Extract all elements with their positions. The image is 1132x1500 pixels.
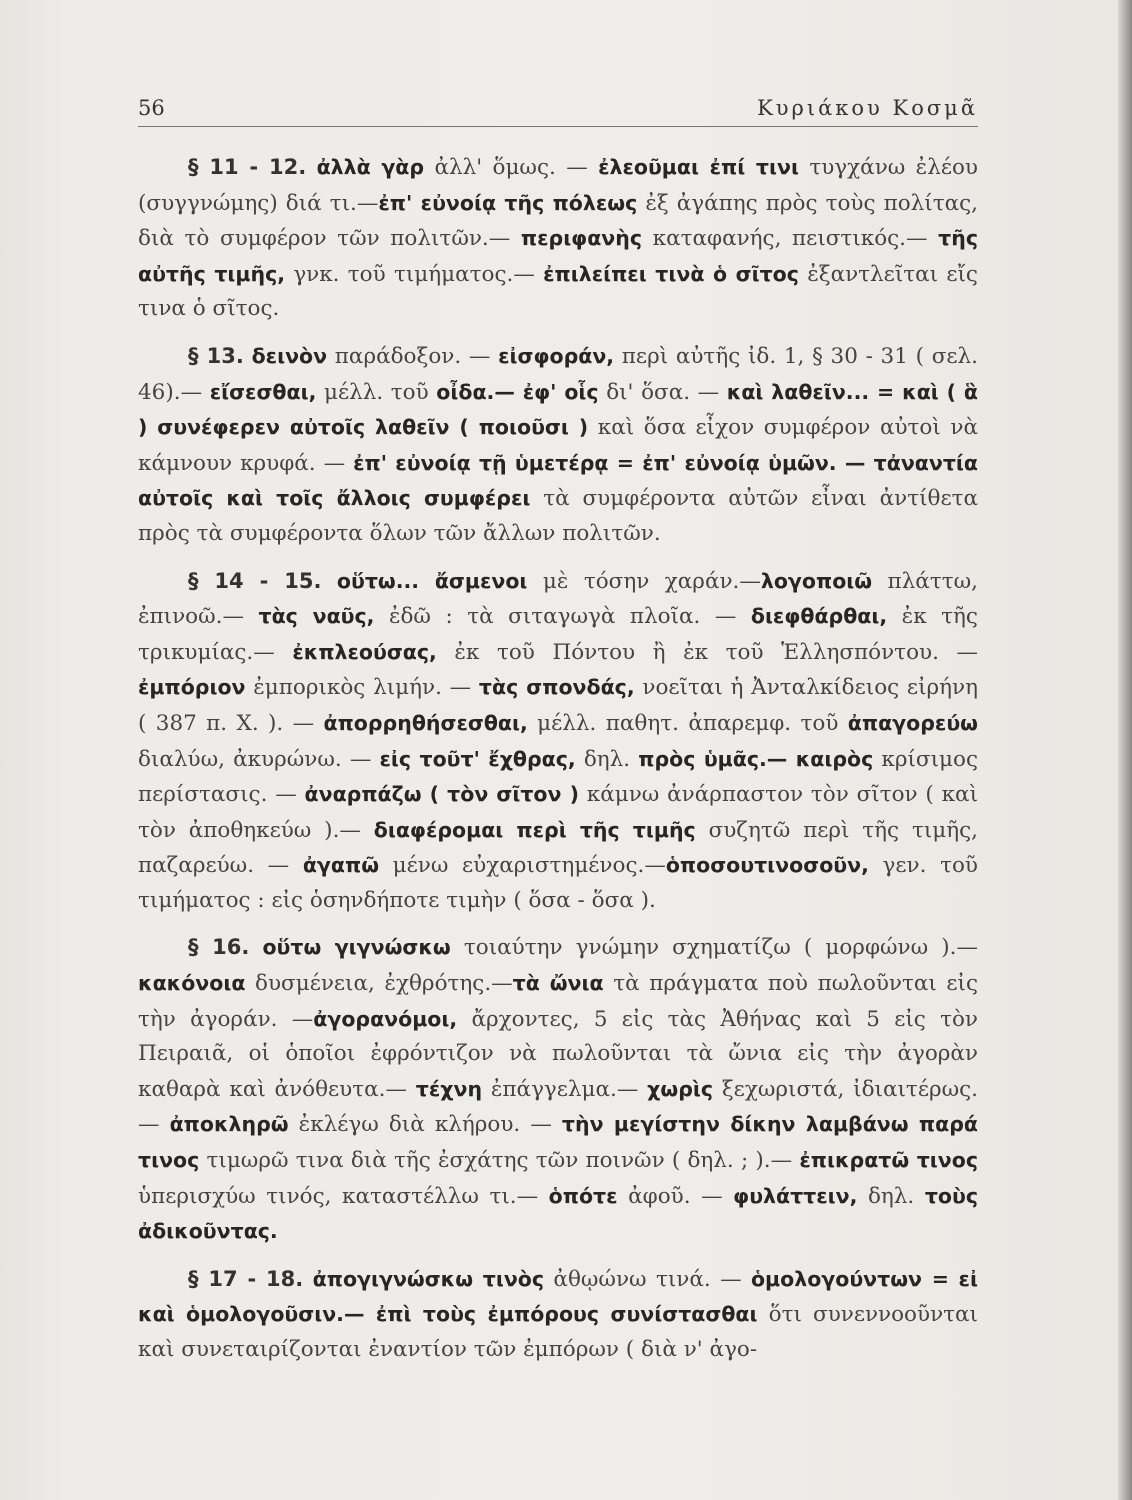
page-header [138,92,978,127]
lemma-term: εἰσφοράν, [498,343,615,368]
lemma-term: τὴν μεγίστην δίκην λαμβάνω παρά τινος [138,1112,978,1173]
lemma-term: τέχνη [415,1076,483,1101]
gloss-text: δηλ. [583,746,639,772]
lemma-term: διεφθάρθαι, [750,604,888,629]
gloss-text: ἄρχοντες, 5 εἰς τὰς Ἀθήνας καὶ 5 εἰς τὸν Πειραιᾶ, οἱ ὁποῖοι ἐφρόντιζον νὰ πωλοῦνται τὰ ὤνια εἰς τὴν ἀγορὰν καθαρὰ καὶ ἀνόθευτα.— [138,1006,979,1102]
lemma-term: ἐλεοῦμαι ἐπί τινι [598,155,799,179]
gloss-text: κάμνω ἀνάρπαστον τὸν σῖτον ( καὶ τὸν ἀποθηκεύω ).— [138,782,978,843]
lemma-term: ἐπιλείπει τινὰ ὁ σῖτος [543,261,799,286]
lemma-term: τὰς ναῦς, [258,604,375,629]
gloss-text: ἐκ τοῦ Πόντου ἢ ἐκ τοῦ Ἑλλησπόντου. — [454,639,978,665]
gloss-text: παράδοξον. — [334,343,499,369]
lemma-term: πρὸς ὑμᾶς.— καιρὸς [638,746,874,771]
lemma-term: ἐπικρατῶ τινος [799,1148,978,1173]
gloss-text: ἐκ τῆς τρικυμίας.— [138,604,978,665]
section-marker: § 17 - 18. [188,1266,304,1291]
running-head: Κυριάκου Κοσμᾶ [757,96,978,120]
lemma-term: ἐκπλεούσας, [292,639,437,664]
lemma-term: τὰς σπονδάς, [478,675,635,700]
lemma-term: ἀπαγορεύω [847,710,978,735]
lemma-term: τῆς αὐτῆς τιμῆς, [138,226,978,286]
gloss-text: ἐξαντλεῖται εἴς τινα ὁ σῖτος. [138,261,978,322]
lemma-term: ἀγορανόμοι, [313,1006,458,1031]
gloss-text: δυσμένεια, ἐχθρότης.— [255,971,513,997]
lemma-term: οἶδα.— ἐφ' οἷς [436,379,599,404]
lemma-term: διαφέρομαι περὶ τῆς τιμῆς [373,817,696,842]
gloss-text: ἐδῶ : τὰ σιταγωγὰ πλοῖα. — [388,604,751,630]
gloss-text: πλάττω, ἐπινοῶ.— [138,568,978,630]
lemma-term: ἐμπόριον [138,675,246,700]
lemma-term: ἀπορρηθήσεσθαι, [323,710,528,735]
gloss-text: διαλύω, ἀκυρώνω. — [138,746,380,772]
paragraph-section-17-18 [138,1262,978,1368]
lemma-term: ὁμολογούντων = εἰ καὶ ὁμολογοῦσιν.— ἐπὶ τοὺς ἐμπόρους συνίστασθαι [138,1266,978,1327]
lemma-term: ἀλλὰ γὰρ [316,155,425,179]
gloss-text: καταφανής, πειστικός.— [652,226,939,252]
gloss-text: ἀθῳώνω τινά. — [553,1266,751,1292]
lemma-term: τοὺς ἀδικοῦντας. [138,1183,978,1244]
lemma-term: εἰς τοῦτ' ἔχθρας, [379,746,576,771]
section-marker: § 13. [188,343,244,368]
gloss-text: μέλλ. παθητ. ἀπαρεμφ. τοῦ [537,710,848,736]
gloss-text: νοεῖται ἡ Ἀνταλκίδειος εἰρήνη ( 387 π. Χ. ). — [138,675,978,736]
gloss-text: γεν. τοῦ τιμήματος : εἰς ὁσηνδήποτε τιμὴν ( ὅσα - ὅσα ). [138,853,978,913]
gloss-text: συζητῶ περὶ τῆς τιμῆς, παζαρεύω. — [138,817,978,879]
gloss-text: ὑπερισχύω τινός, καταστέλλω τι.— [138,1183,549,1209]
lemma-term: δεινὸν [251,343,328,368]
lemma-term: ἀναρπάζω ( τὸν σῖτον ) [304,782,579,807]
gloss-text: κρίσιμος περίστασις. — [138,746,978,808]
paragraph-section-11-12 [138,150,978,327]
paragraph-section-14-15 [138,564,978,919]
page-edge-shadow [1118,0,1132,1500]
gloss-text: μέλλ. τοῦ [323,379,437,405]
gloss-text: μὲ τόσην χαράν.— [542,568,761,594]
gloss-text: ξεχωριστά, ἰδιαιτέρως. — [138,1076,979,1138]
section-marker: § 14 - 15. [188,568,322,593]
gloss-text: ἐκλέγω διὰ κλήρου. — [298,1112,562,1138]
gloss-text: ἐμπορικὸς λιμήν. — [253,675,479,701]
section-marker: § 11 - 12. [188,155,307,179]
gloss-text: τυγχάνω ἐλέου (συγγνώμης) διά τι.— [138,155,978,216]
gloss-text: ἀλλ' ὅμως. — [434,155,599,180]
gloss-text: δι' ὅσα. — [606,379,727,405]
lemma-term: ἀγαπῶ [302,853,380,878]
gloss-text: τιμωρῶ τινα διὰ τῆς ἐσχάτης τῶν ποινῶν ( δηλ. ; ).— [206,1148,800,1174]
lemma-term: καὶ λαθεῖν... = καὶ ( ἃ ) συνέφερεν αὐτοῖς λαθεῖν ( ποιοῦσι ) [138,379,979,440]
lemma-term: ἀπογιγνώσκω τινὸς [312,1266,545,1291]
lemma-term: ἀποκληρῶ [169,1112,289,1137]
section-marker: § 16. [188,935,250,960]
lemma-term: λογοποιῶ [760,568,873,593]
gloss-text: ἐπάγγελμα.— [490,1076,648,1102]
lemma-term: φυλάττειν, [733,1183,858,1208]
commentary-body [138,150,978,1380]
lemma-term: οὕτω... ἄσμενοι [336,568,528,593]
gloss-text: τὰ πράγματα ποὺ πωλοῦνται εἰς τὴν ἀγοράν. — [138,971,979,1032]
lemma-term: τὰ ὤνια [512,971,604,996]
page-number: 56 [138,96,165,120]
lemma-term: ὁποσουτινοσοῦν, [665,853,869,878]
gloss-text: περὶ αὐτῆς ἰδ. 1, § 30 - 31 ( σελ. 46).— [138,343,978,405]
lemma-term: ἐπ' εὐνοίᾳ τῇ ὑμετέρᾳ = ἐπ' εὐνοίᾳ ὑμῶν. — τἀναντία αὐτοῖς καὶ τοῖς ἄλλοις συμφέρει [138,450,979,511]
gloss-text: ἐξ ἀγάπης πρὸς τοὺς πολίτας, διὰ τὸ συμφέρον τῶν πολιτῶν.— [138,190,978,252]
gloss-text: γνκ. τοῦ τιμήματος.— [293,261,544,287]
lemma-term: κακόνοια [138,971,246,996]
lemma-term: εἴσεσθαι, [209,379,317,404]
gloss-text: μένω εὐχαριστημένος.— [392,853,666,879]
lemma-term: περιφανὴς [520,226,643,251]
gloss-text: ἀφοῦ. — [628,1183,734,1209]
gloss-text: τοιαύτην γνώμην σχηματίζω ( μορφώνω ).— [463,935,978,961]
gloss-text: ὅτι συνεννοοῦνται καὶ συνεταιρίζονται ἐναντίον τῶν ἐμπόρων ( διὰ ν' ἀγο- [138,1302,978,1362]
gloss-text: καὶ ὅσα εἶχον συμφέρον αὐτοὶ νὰ κάμνουν κρυφά. — [138,415,978,476]
lemma-term: ὁπότε [548,1183,618,1208]
paragraph-section-16 [138,930,978,1249]
lemma-term: ἐπ' εὐνοίᾳ τῆς πόλεως [378,190,638,215]
gloss-text: δηλ. [867,1183,925,1209]
lemma-term: οὕτω γιγνώσκω [262,935,451,960]
gloss-text: τὰ συμφέροντα αὐτῶν εἶναι ἀντίθετα πρὸς τὰ συμφέροντα ὅλων τῶν ἄλλων πολιτῶν. [138,486,979,546]
paragraph-section-13 [138,339,978,552]
lemma-term: χωρὶς [647,1076,714,1101]
